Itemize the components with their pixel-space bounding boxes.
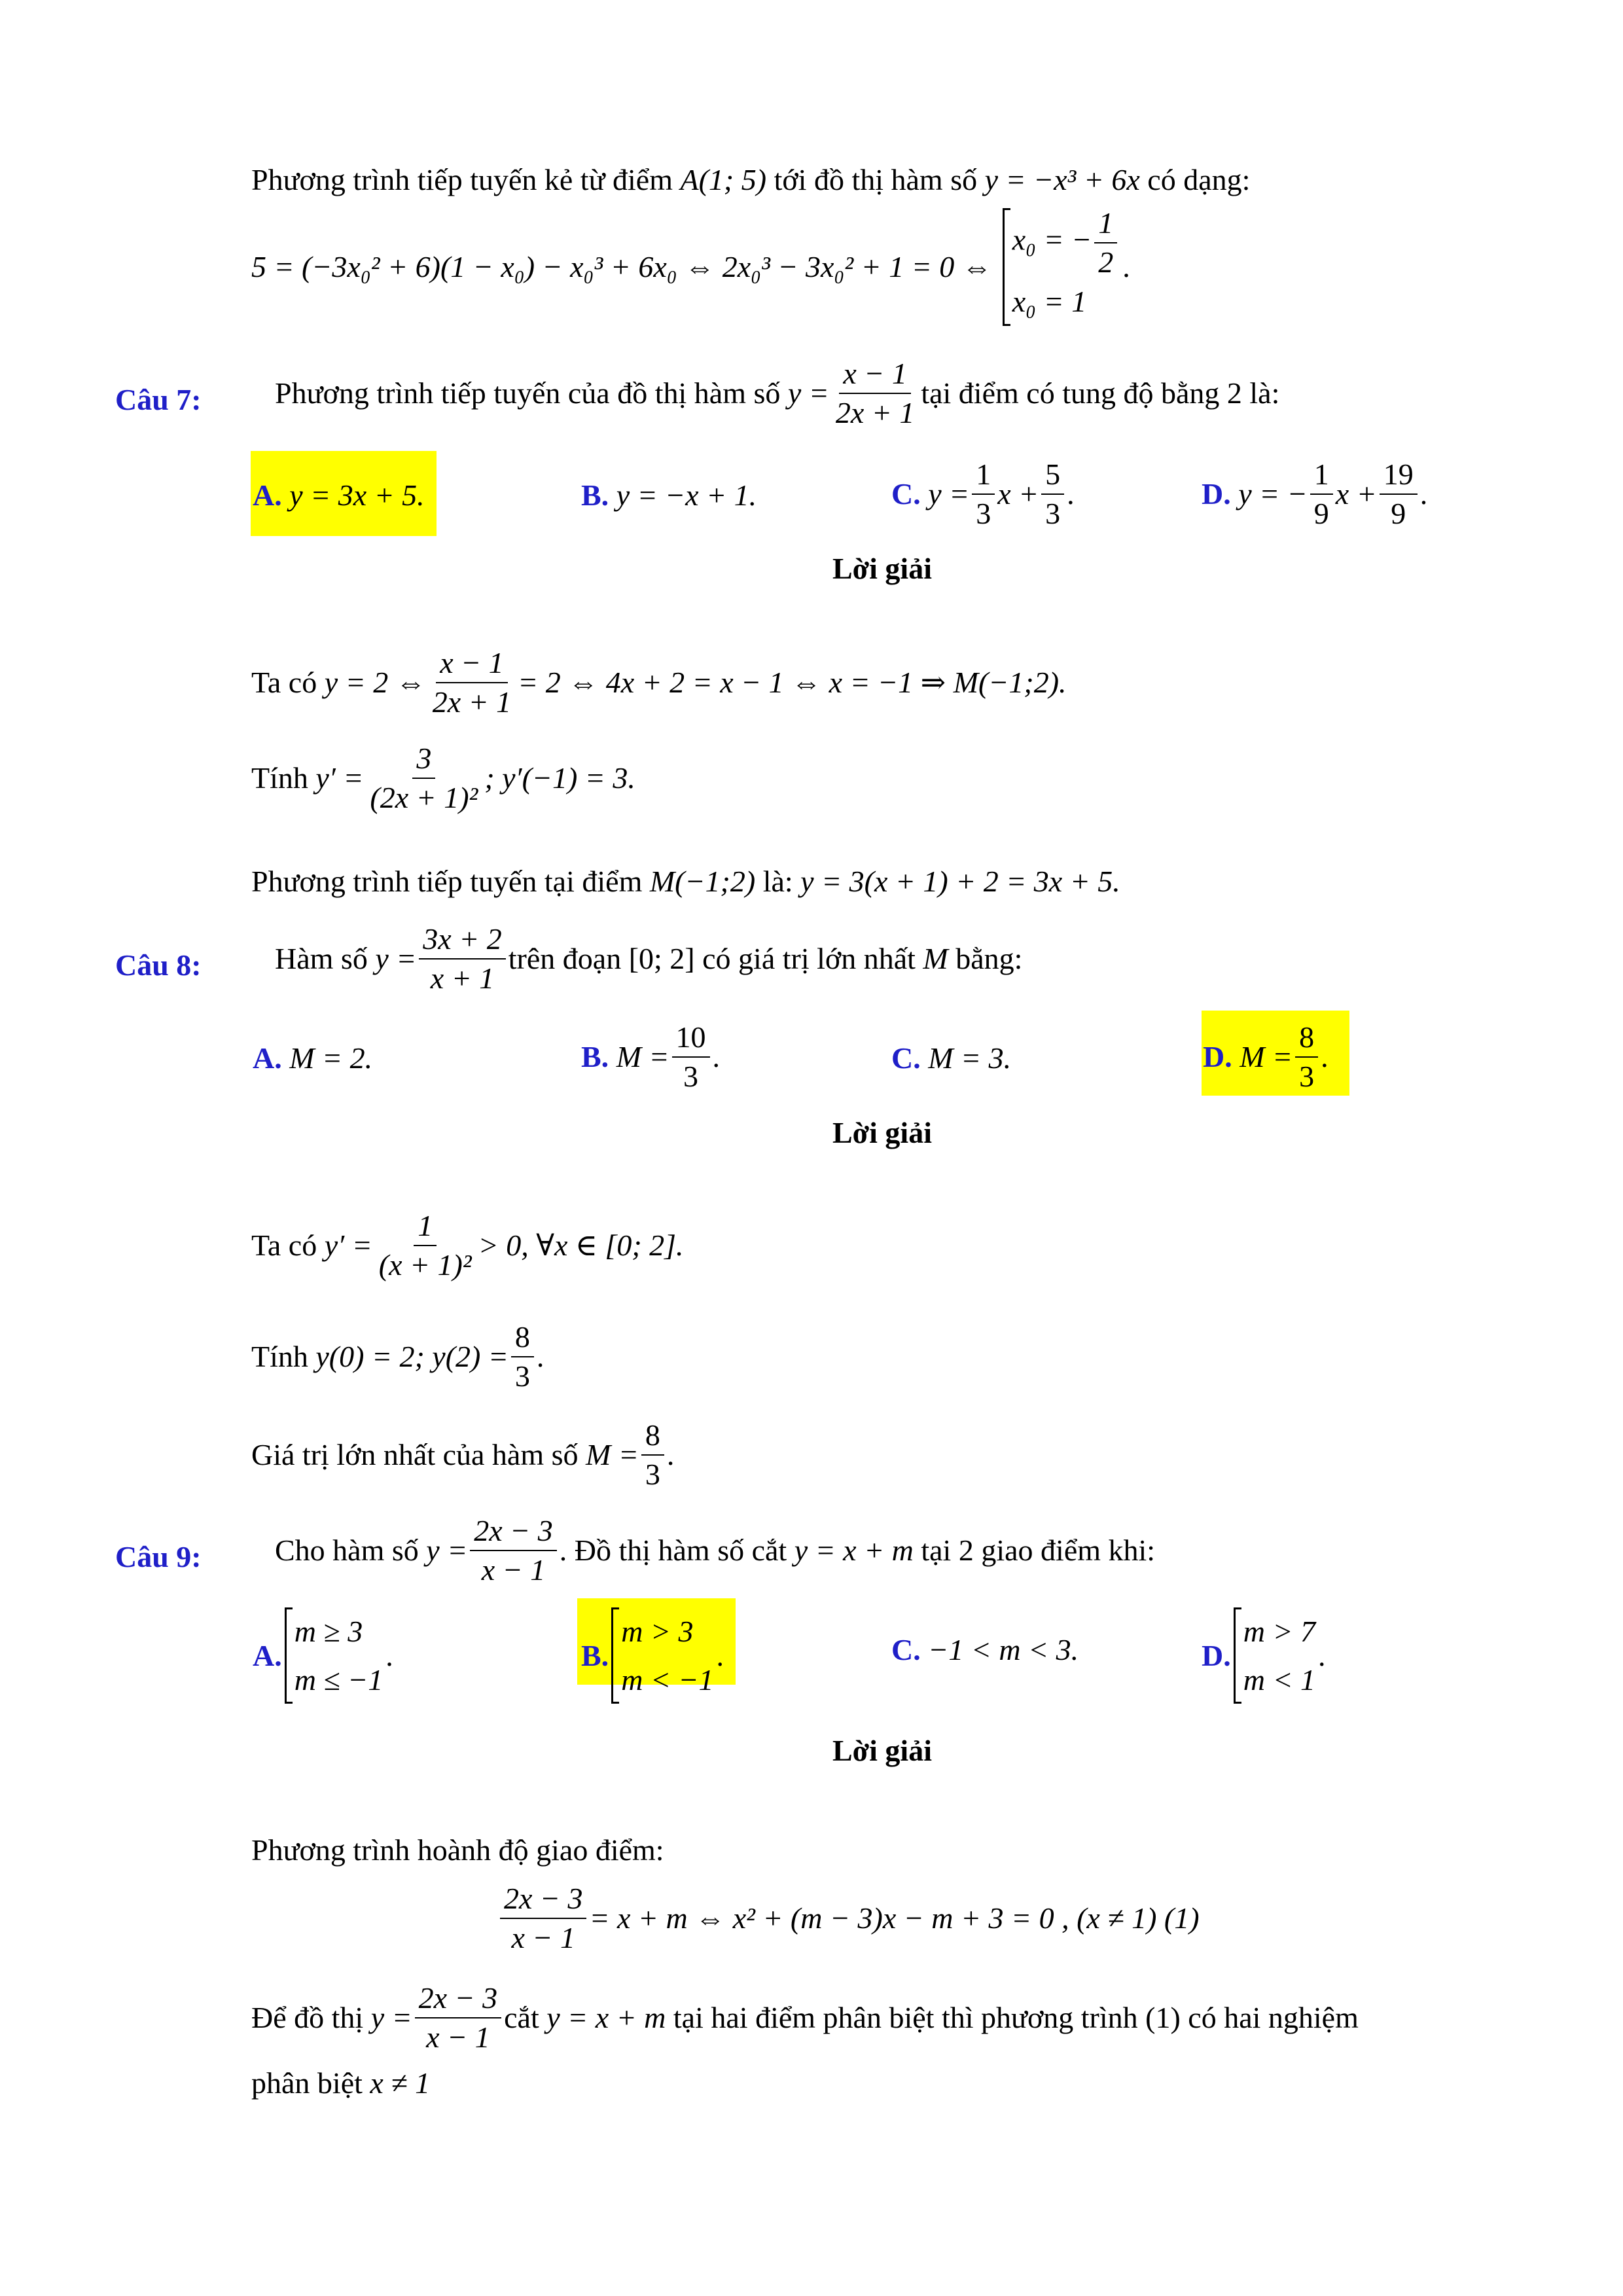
q9-option-a[interactable]: A. m ≥ 3 m ≤ −1 .	[253, 1607, 393, 1704]
intro-line-1	[251, 165, 1250, 195]
q8-option-c[interactable]: C. M = 3.	[891, 1041, 1012, 1075]
q8-solution-line-2: Tính y(0) = 2; y(2) = $\frac{8}{3}$ .	[251, 1320, 544, 1393]
q7-question	[275, 359, 1279, 428]
q7-text-suffix: tại điểm có tung độ bằng 2 là:	[921, 376, 1280, 410]
q8-option-d[interactable]: D. M = $\frac{8}{3}$ .	[1203, 1020, 1329, 1093]
q9-solution-title: Lời giải	[832, 1734, 932, 1767]
intro-solution-set	[1003, 208, 1120, 326]
q7-func-lhs: y =	[787, 376, 829, 410]
q8-solution-line-3: Giá trị lớn nhất của hàm số M = $\frac{8}{3}$ .	[251, 1418, 675, 1491]
q7-solution-line-1: Ta có y = 2 ⇔ $\frac{x - 1}{2x + 1}$ = 2 ⇔ 4x + 2 = x − 1 ⇔ x = −1 ⇒ M(−1;2).	[251, 646, 1067, 719]
q7-option-b[interactable]: B. y = −x + 1.	[581, 478, 757, 512]
intro-text: Phương trình tiếp tuyến kẻ từ điểm	[251, 163, 673, 196]
q8-label: Câu 8:	[115, 948, 202, 982]
q7-solution-line-3: Phương trình tiếp tuyến tại điểm M(−1;2) là: y = 3(x + 1) + 2 = 3x + 5.	[251, 865, 1120, 898]
q7-label: Câu 7:	[115, 383, 202, 416]
q9-solution-equation: $\frac{2x - 3}{x - 1}$ = x + m ⇔ x² + (m − 3)x − m + 3 = 0 , (x ≠ 1) (1)	[497, 1884, 1200, 1953]
q7-func-fraction: $\frac{x - 1}{2x + 1}$	[835, 357, 915, 429]
intro-solution-1-fraction: $\frac{1}{2}$	[1094, 208, 1117, 278]
intro-point: A(1; 5)	[680, 163, 767, 196]
q7-solution-title: Lời giải	[832, 552, 932, 585]
q9-solution-line-1: Phương trình hoành độ giao điểm:	[251, 1833, 664, 1867]
q9-option-d[interactable]: D. m > 7 m < 1 .	[1202, 1607, 1326, 1704]
q8-solution-line-1: Ta có y′ = $\frac{1}{\text{(x + 1)²}}$ > 0, ∀x ∈ [0; 2].	[251, 1209, 684, 1282]
q9-solution-line-3: Để đồ thị y = $\frac{2x - 3}{x - 1}$ cắt y = x + m tại hai điểm phân biệt thì phương trình (1) có hai nghiệm	[251, 1981, 1359, 2054]
intro-text-mid: tới đồ thị hàm số	[774, 163, 978, 196]
intro-solution-2: x₀ = 1	[1012, 285, 1087, 318]
q7-option-d[interactable]: D. y = − $\frac{1}{9}$ x + $\frac{19}{9}$ .	[1202, 457, 1428, 530]
q8-question: Hàm số y = $\frac{3x + 2}{x + 1}$ trên đoạn [0; 2] có giá trị lớn nhất M bằng:	[275, 922, 1023, 995]
intro-function: y = −x³ + 6x	[984, 163, 1140, 196]
q7-option-c[interactable]: C. y = $\frac{1}{3}$ x + $\frac{5}{3}$ .	[891, 457, 1075, 530]
q7-solution-line-2: Tính y′ = $\frac{3}{\text{(2x + 1)²}}$ ; y′(−1) = 3.	[251, 742, 635, 814]
q8-option-a[interactable]: A. M = 2.	[253, 1041, 373, 1075]
q9-option-c[interactable]: C. −1 < m < 3.	[891, 1633, 1079, 1666]
intro-equation-main: 5 = (−3x₀² + 6)(1 − x₀) − x₀³ + 6x₀ ⇔ 2x₀³ − 3x₀² + 1 = 0 ⇔	[251, 249, 992, 283]
q9-option-b[interactable]: B. m > 3 m < −1 .	[581, 1607, 724, 1704]
intro-end: .	[1122, 249, 1130, 283]
q8-solution-title: Lời giải	[832, 1116, 932, 1149]
q7-option-a[interactable]: A. y = 3x + 5.	[253, 478, 425, 512]
q7-text: Phương trình tiếp tuyến của đồ thị hàm số	[275, 376, 781, 410]
q9-question: Cho hàm số y = $\frac{2x - 3}{x - 1}$ . Đồ thị hàm số cắt y = x + m tại 2 giao điểm khi:	[275, 1514, 1156, 1587]
intro-equation	[251, 208, 1130, 326]
q9-solution-line-4: phân biệt x ≠ 1	[251, 2066, 431, 2100]
intro-text-end: có dạng:	[1147, 163, 1251, 196]
q9-label: Câu 9:	[115, 1540, 202, 1573]
q8-option-b[interactable]: B. M = $\frac{10}{3}$ .	[581, 1020, 721, 1093]
intro-solution-1: x₀ = −	[1012, 223, 1092, 257]
